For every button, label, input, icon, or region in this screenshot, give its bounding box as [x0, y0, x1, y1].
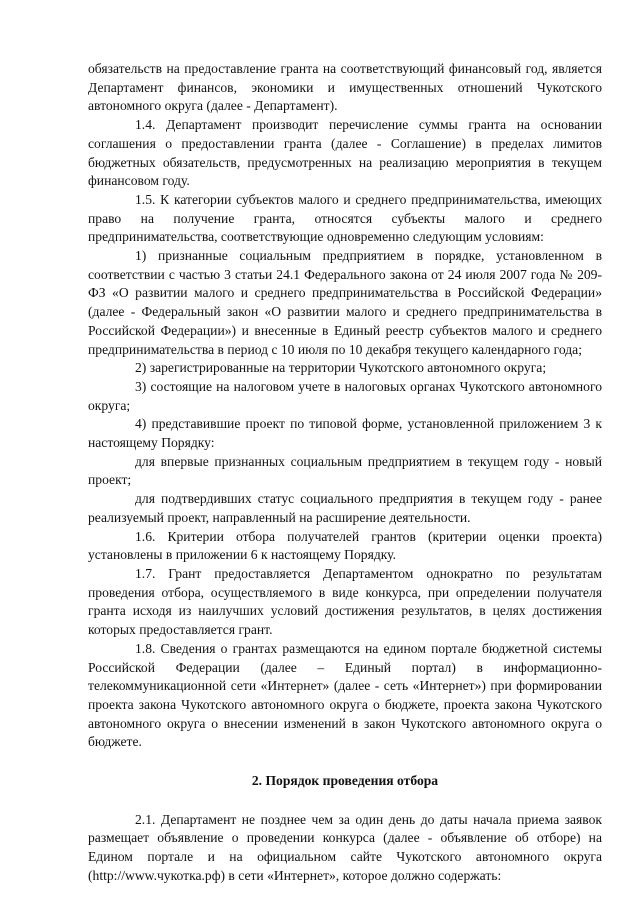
- paragraph-1-5: 1.5. К категории субъектов малого и среднего предпринимательства, имеющих право на получение гранта, относятся субъекты малого и среднего предпринимательства, соответствующие одновременно следующим условиям:: [88, 191, 602, 245]
- document-page: [88, 60, 602, 886]
- list-item-4: 4) представившие проект по типовой форме, установленной приложением 3 к настоящему Порядку:: [88, 416, 602, 451]
- paragraph-continuation: обязательств на предоставление гранта на соответствующий финансовый год, является Департамент финансов, экономики и имущественных отношений Чукотского автономного округа (далее - Департамент).: [88, 61, 602, 114]
- section-heading: 2. Порядок проведения отбора: [251, 773, 439, 789]
- sub-item-existing-project: для подтвердивших статус социального предприятия в текущем году - ранее реализуемый проект, направленный на расширение деятельности.: [88, 491, 602, 525]
- paragraph-1-7: 1.7. Грант предоставляется Департаментом однократно по результатам проведения отбора, осуществляемого в виде конкурса, при определении получателя гранта исходя из наилучших условий достижения результатов, в целях достижения которых предоставляется грант.: [88, 565, 602, 638]
- paragraph-1-8: 1.8. Сведения о грантах размещаются на едином портале бюджетной системы Российской Федерации (далее – Единый портал) в информационно-телекоммуникационной сети «Интернет» (далее - сеть «Интернет») при формировании проекта закона Чукотского автономного округа о бюджете, проекта закона Чукотского автономного округа о внесении изменений в закон Чукотского автономного округа о бюджете.: [88, 640, 602, 750]
- sub-item-new-project: для впервые признанных социальным предприятием в текущем году - новый проект;: [88, 453, 602, 488]
- list-item-2: 2) зарегистрированные на территории Чукотского автономного округа;: [135, 360, 547, 376]
- list-item-1: 1) признанные социальным предприятием в порядке, установленном в соответствии с частью 3 статьи 24.1 Федерального закона от 24 июля 2007 года № 209-ФЗ «О развитии малого и среднего предпринимательства в Российской Федерации» (далее - Федеральный закон «О развитии малого и среднего предпринимательства в Российской Федерации») и внесенные в Единый реестр субъектов малого и среднего предпринимательства в период с 10 июля по 10 декабря текущего календарного года;: [88, 248, 602, 357]
- paragraph-1-6: 1.6. Критерии отбора получателей грантов (критерии оценки проекта) установлены в приложении 6 к настоящему Порядку.: [88, 528, 602, 563]
- paragraph-1-4: 1.4. Департамент производит перечисление суммы гранта на основании соглашения о предоставлении гранта (далее - Соглашение) в пределах лимитов бюджетных обязательств, предусмотренных на реализацию мероприятия в текущем финансовом году.: [88, 117, 602, 189]
- list-item-3: 3) состоящие на налоговом учете в налоговых органах Чукотского автономного округа;: [88, 378, 602, 413]
- paragraph-2-1: 2.1. Департамент не позднее чем за один день до даты начала приема заявок размещает объявление о проведении конкурса (далее - объявление об отборе) на Едином портале и на официальном сайте Чукотского автономного округа (http://www.чукотка.рф) в сети «Интернет», которое должно содержать:: [88, 811, 602, 883]
